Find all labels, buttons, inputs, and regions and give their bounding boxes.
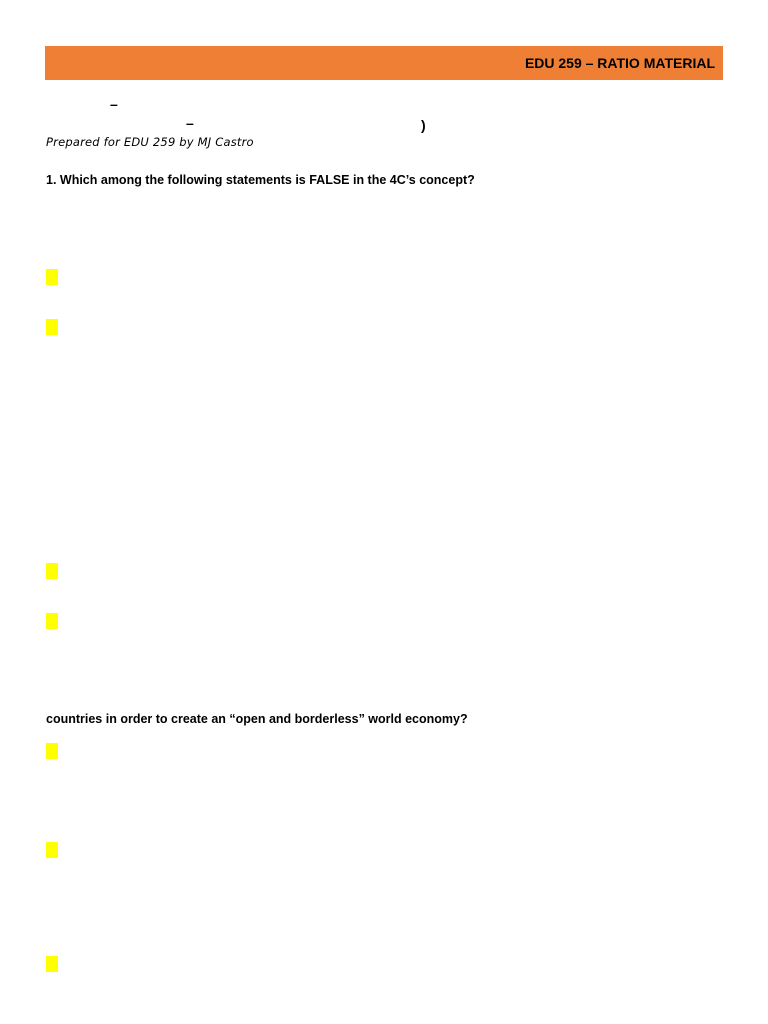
highlight-marker [46, 956, 58, 972]
header-bar [45, 46, 723, 80]
highlight-marker [46, 319, 58, 335]
highlight-marker [46, 842, 58, 858]
document-title: EDU 259 – RATIO MATERIAL [524, 55, 715, 71]
highlight-marker [46, 269, 58, 285]
title-paren: ) [421, 117, 426, 133]
title-dash: – [186, 115, 194, 131]
title-dash: – [110, 96, 118, 112]
highlight-marker [46, 743, 58, 759]
question-2-continuation: countries in order to create an “open and borderless” world economy? [46, 712, 468, 726]
prepared-by-note: Prepared for EDU 259 by MJ Castro [46, 135, 254, 149]
highlight-marker [46, 563, 58, 579]
highlight-marker [46, 613, 58, 629]
question-1: 1. Which among the following statements is FALSE in the 4C’s concept? [46, 173, 475, 187]
